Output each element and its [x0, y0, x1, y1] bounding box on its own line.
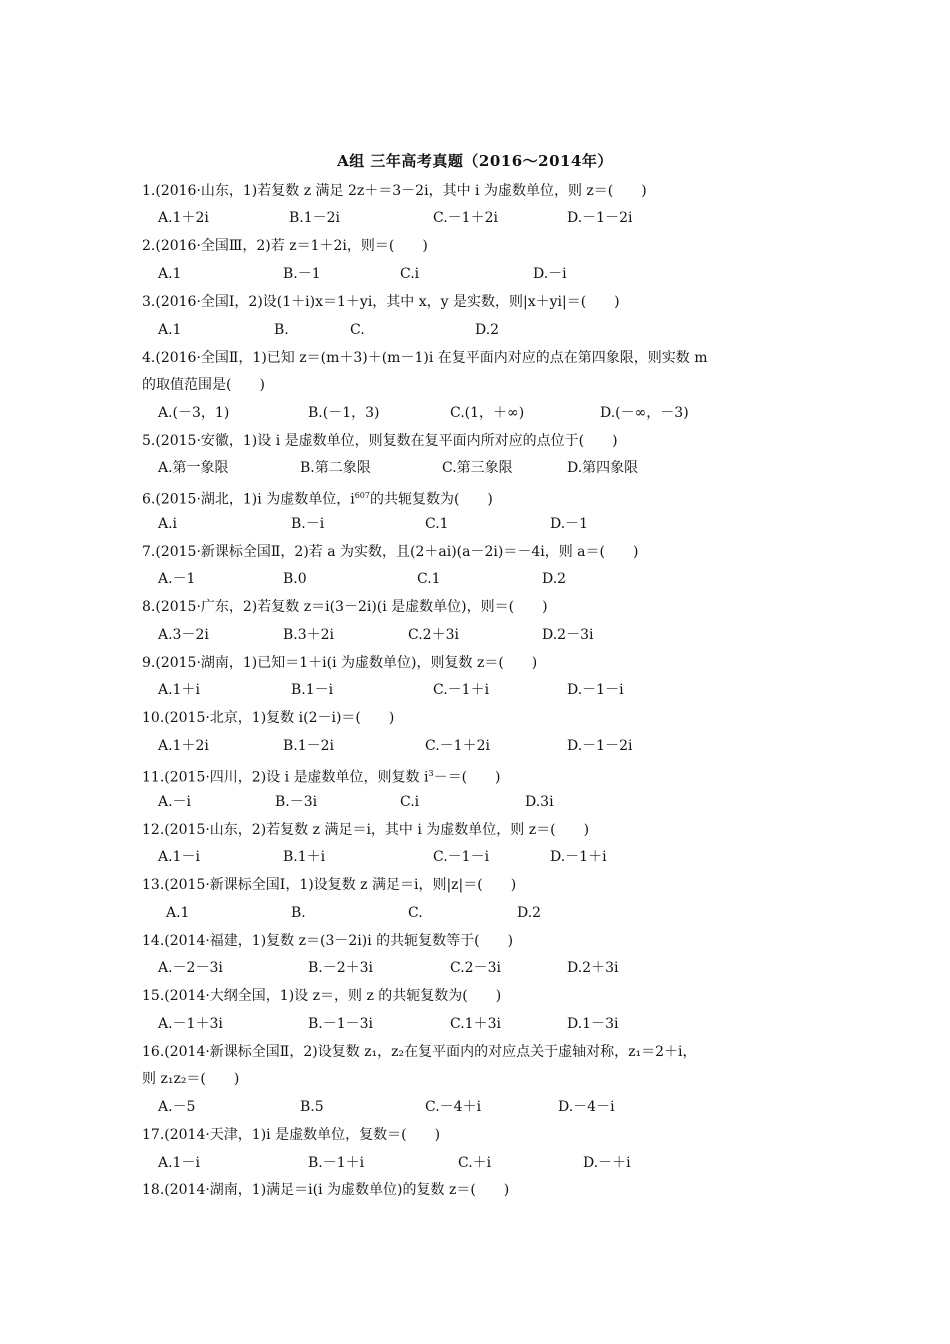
question-stem: 1.(2016·山东，1)若复数 z 满足 2z＋＝3－2i，其中 i 为虚数单位，则 z＝( ): [142, 183, 647, 199]
option-a: A.第一象限: [158, 460, 229, 476]
option-a: A.1: [158, 266, 182, 282]
question-stem-continued: 的取值范围是( ): [142, 377, 265, 393]
question-stem: [142, 764, 501, 788]
question-stem: 15.(2014·大纲全国，1)设 z＝，则 z 的共轭复数为( ): [142, 988, 502, 1004]
question-stem-continued: 则 z₁z₂＝( ): [142, 1071, 240, 1087]
option-row: [158, 958, 858, 978]
option-d: D.(－∞，－3): [600, 405, 689, 421]
option-d: D.－1－2i: [567, 738, 633, 754]
option-a: A.－2－3i: [158, 960, 223, 976]
option-b: B.－1＋i: [308, 1155, 365, 1171]
option-c: C.1: [425, 516, 449, 532]
option-b: B.(－1，3): [308, 405, 380, 421]
option-a: A.1: [158, 322, 182, 338]
option-c: C.＋i: [458, 1155, 492, 1171]
exponent: 607: [354, 491, 370, 500]
option-d: D.2: [475, 322, 500, 338]
option-b: B.3＋2i: [283, 627, 335, 643]
stem-text: 11.(2015·四川，2)设 i 是虚数单位，则复数 i: [142, 769, 429, 786]
option-row: [158, 1097, 858, 1117]
option-d: D.－1＋i: [550, 849, 607, 865]
option-d: D.－＋i: [583, 1155, 631, 1171]
option-b: B.: [291, 905, 306, 921]
question-stem: 17.(2014·天津，1)i 是虚数单位，复数＝( ): [142, 1127, 441, 1143]
option-row: [158, 792, 858, 812]
option-b: B.－3i: [275, 794, 318, 810]
option-c: C.－1＋i: [433, 682, 490, 698]
option-c: C.2＋3i: [408, 627, 459, 643]
option-b: B.1－i: [291, 682, 334, 698]
option-b: B.5: [300, 1099, 324, 1115]
question-stem: 8.(2015·广东，2)若复数 z＝i(3－2i)(i 是虚数单位)，则＝( ): [142, 599, 548, 615]
option-b: B.1－2i: [289, 210, 341, 226]
option-a: A.i: [158, 516, 178, 532]
exponent: 3: [428, 769, 434, 778]
option-b: B.－1－3i: [308, 1016, 374, 1032]
option-row: [158, 569, 858, 589]
option-d: D.1－3i: [567, 1016, 619, 1032]
option-a: A.1＋i: [158, 682, 200, 698]
option-row: [158, 736, 858, 756]
option-b: B.－2＋3i: [308, 960, 374, 976]
option-b: B.－i: [291, 516, 325, 532]
question-stem: 14.(2014·福建，1)复数 z＝(3－2i)i 的共轭复数等于( ): [142, 933, 514, 949]
option-a: A.1＋2i: [158, 210, 209, 226]
question-stem: 18.(2014·湖南，1)满足＝i(i 为虚数单位)的复数 z＝( ): [142, 1182, 510, 1198]
option-row: [158, 320, 858, 340]
question-stem: 2.(2016·全国Ⅲ，2)若 z＝1＋2i，则＝( ): [142, 238, 428, 254]
option-b: B.－1: [283, 266, 321, 282]
option-row: [158, 514, 858, 534]
option-d: D.－1－2i: [567, 210, 633, 226]
question-stem: 16.(2014·新课标全国Ⅱ，2)设复数 z₁，z₂在复平面内的对应点关于虚轴对称，z₁＝2＋i，: [142, 1044, 697, 1060]
option-c: C.: [350, 322, 365, 338]
question-stem: 13.(2015·新课标全国Ⅰ，1)设复数 z 满足＝i，则|z|＝( ): [142, 877, 517, 893]
option-row: [158, 1014, 858, 1034]
option-a: A.－1: [158, 571, 196, 587]
question-stem: 5.(2015·安徽，1)设 i 是虚数单位，则复数在复平面内所对应的点位于( ): [142, 433, 618, 449]
option-a: A.3－2i: [158, 627, 209, 643]
option-d: D.2: [517, 905, 542, 921]
stem-text: －＝( ): [433, 769, 501, 786]
option-c: C.i: [400, 794, 420, 810]
option-d: D.－i: [533, 266, 567, 282]
option-row: [158, 403, 858, 423]
option-row: [158, 847, 858, 867]
option-a: A.－i: [158, 794, 192, 810]
page-title: A组 三年高考真题（2016～2014年）: [337, 152, 613, 170]
option-d: D.3i: [525, 794, 554, 810]
option-row: [158, 680, 858, 700]
option-row: [158, 208, 858, 228]
option-b: B.1＋i: [283, 849, 326, 865]
option-a: A.－5: [158, 1099, 196, 1115]
question-stem: 7.(2015·新课标全国Ⅱ，2)若 a 为实数，且(2＋ai)(a－2i)＝－4i，则 a＝( ): [142, 544, 639, 560]
option-d: D.第四象限: [567, 460, 639, 476]
option-c: C.i: [400, 266, 420, 282]
option-b: B.: [274, 322, 289, 338]
question-stem: 4.(2016·全国Ⅱ，1)已知 z＝(m＋3)＋(m－1)i 在复平面内对应的点在第四象限，则实数 m: [142, 350, 708, 366]
question-stem: [142, 486, 493, 510]
option-a: A.1＋2i: [158, 738, 209, 754]
option-c: C.－1＋2i: [425, 738, 490, 754]
option-c: C.－1－i: [433, 849, 490, 865]
question-stem: 10.(2015·北京，1)复数 i(2－i)＝( ): [142, 710, 395, 726]
option-c: C.－1＋2i: [433, 210, 498, 226]
option-a: A.－1＋3i: [158, 1016, 223, 1032]
stem-text: 6.(2015·湖北，1)i 为虚数单位，i: [142, 491, 355, 508]
option-c: C.第三象限: [442, 460, 513, 476]
option-a: A.1－i: [158, 849, 200, 865]
option-c: C.(1，＋∞): [450, 405, 525, 421]
option-row: [158, 625, 858, 645]
option-row: [158, 1153, 858, 1173]
option-a: A.1－i: [158, 1155, 200, 1171]
question-stem: 9.(2015·湖南，1)已知＝1＋i(i 为虚数单位)，则复数 z＝( ): [142, 655, 538, 671]
option-d: D.－1－i: [567, 682, 624, 698]
option-d: D.2＋3i: [567, 960, 619, 976]
option-row: [158, 458, 858, 478]
option-row: [158, 264, 858, 284]
option-a: A.1: [166, 905, 190, 921]
option-d: D.2－3i: [542, 627, 594, 643]
option-b: B.1－2i: [283, 738, 335, 754]
option-c: C.: [408, 905, 423, 921]
option-d: D.－4－i: [558, 1099, 615, 1115]
option-b: B.0: [283, 571, 307, 587]
option-c: C.2－3i: [450, 960, 501, 976]
option-d: D.－1: [550, 516, 589, 532]
option-b: B.第二象限: [300, 460, 371, 476]
question-stem: 12.(2015·山东，2)若复数 z 满足＝i，其中 i 为虚数单位，则 z＝( ): [142, 822, 590, 838]
option-d: D.2: [542, 571, 567, 587]
option-c: C.1: [417, 571, 441, 587]
question-stem: 3.(2016·全国Ⅰ，2)设(1＋i)x＝1＋yi，其中 x，y 是实数，则|x＋yi|＝( ): [142, 294, 620, 310]
option-a: A.(－3，1): [158, 405, 230, 421]
option-row: [158, 903, 858, 923]
stem-text: 的共轭复数为( ): [369, 491, 493, 508]
option-c: C.－4＋i: [425, 1099, 482, 1115]
option-c: C.1＋3i: [450, 1016, 501, 1032]
